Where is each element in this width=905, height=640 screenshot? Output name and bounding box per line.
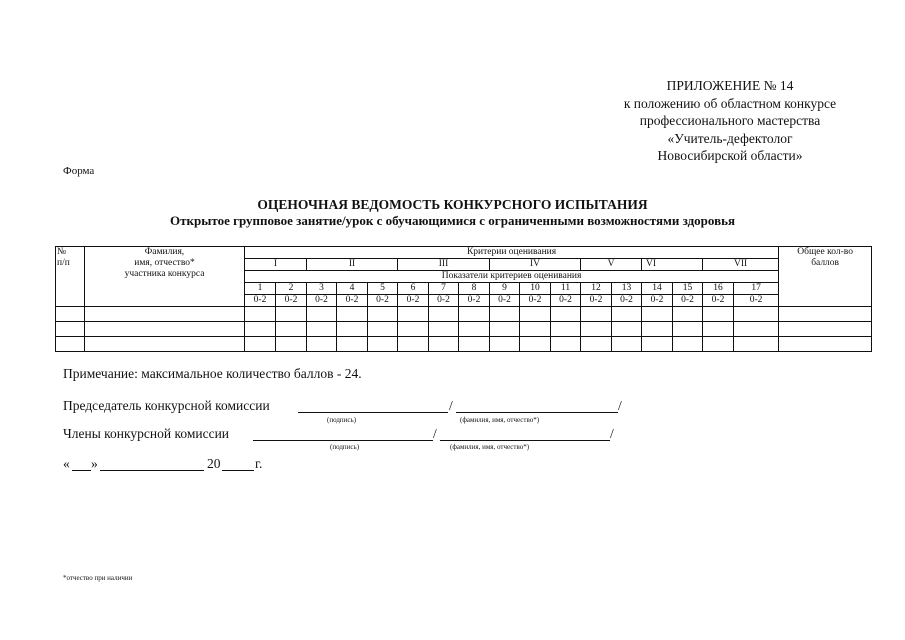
indicator-number-cell: 10 — [520, 283, 551, 295]
table-cell[interactable] — [429, 307, 459, 322]
table-cell[interactable] — [490, 307, 520, 322]
members-signature-caption: (подпись) — [330, 443, 360, 451]
table-cell[interactable] — [673, 307, 703, 322]
score-range-cell: 0-2 — [673, 295, 703, 307]
table-cell[interactable] — [642, 307, 673, 322]
date-year-line[interactable] — [222, 470, 254, 471]
col-total-line-1: Общее кол-во — [797, 247, 853, 257]
evaluation-table — [55, 246, 872, 352]
members-label: Члены конкурсной комиссии — [63, 426, 230, 441]
indicator-number-cell: 6 — [398, 283, 429, 295]
table-cell[interactable] — [612, 322, 642, 337]
table-cell[interactable] — [337, 322, 368, 337]
table-cell[interactable] — [520, 307, 551, 322]
indicator-number-cell: 11 — [551, 283, 581, 295]
indicator-number-cell: 7 — [429, 283, 459, 295]
table-cell[interactable] — [429, 337, 459, 352]
table-cell[interactable] — [245, 307, 276, 322]
appendix-line-2: к положению об областном конкурсе — [623, 95, 837, 111]
table-cell[interactable] — [398, 307, 429, 322]
table-cell[interactable] — [551, 307, 581, 322]
score-range-cell: 0-2 — [276, 295, 307, 307]
table-cell[interactable] — [612, 307, 642, 322]
table-cell[interactable] — [245, 337, 276, 352]
score-range-cell: 0-2 — [429, 295, 459, 307]
table-row — [56, 337, 872, 352]
col-number-line-1: № — [57, 247, 67, 257]
members-slash-2: / — [610, 426, 614, 441]
indicator-number-cell: 12 — [581, 283, 612, 295]
table-cell[interactable] — [734, 307, 779, 322]
table-cell[interactable] — [642, 322, 673, 337]
table-cell[interactable] — [779, 307, 872, 322]
indicator-number-cell: 5 — [368, 283, 398, 295]
indicator-number-cell: 2 — [276, 283, 307, 295]
appendix-line-5: Новосибирской области» — [657, 148, 803, 163]
table-cell[interactable] — [56, 322, 85, 337]
score-range-cell: 0-2 — [337, 295, 368, 307]
score-range-cell: 0-2 — [368, 295, 398, 307]
document-subtitle: Открытое групповое занятие/урок с обучающимися с ограниченными возможностями здоровья — [169, 213, 736, 228]
table-cell[interactable] — [581, 307, 612, 322]
document-title: ОЦЕНОЧНАЯ ВЕДОМОСТЬ КОНКУРСНОГО ИСПЫТАНИЯ — [257, 197, 648, 212]
chairman-name-caption: (фамилия, имя, отчество*) — [460, 416, 540, 424]
criteria-group: IV — [490, 259, 581, 271]
indicator-number-cell: 14 — [642, 283, 673, 295]
table-cell[interactable] — [490, 337, 520, 352]
members-slash-1: / — [433, 426, 437, 441]
indicator-number-cell: 8 — [459, 283, 490, 295]
table-cell[interactable] — [703, 337, 734, 352]
table-cell[interactable] — [85, 322, 245, 337]
score-range-cell: 0-2 — [490, 295, 520, 307]
score-range-cell: 0-2 — [612, 295, 642, 307]
chairman-signature-line[interactable] — [298, 412, 448, 413]
appendix-number: ПРИЛОЖЕНИЕ № 14 — [666, 78, 794, 93]
col-name-line-2: имя, отчество* — [134, 258, 195, 268]
indicator-number-cell: 17 — [734, 283, 779, 295]
appendix-line-4: «Учитель-дефектолог — [667, 130, 793, 146]
indicator-number-cell: 1 — [245, 283, 276, 295]
table-cell[interactable] — [85, 337, 245, 352]
col-number-line-2: п/п — [57, 258, 70, 268]
table-cell[interactable] — [368, 307, 398, 322]
col-name-header — [85, 247, 245, 307]
table-cell[interactable] — [429, 322, 459, 337]
indicator-number-cell: 15 — [673, 283, 703, 295]
date-close-quote: » — [91, 456, 98, 471]
table-cell[interactable] — [673, 322, 703, 337]
table-cell[interactable] — [459, 322, 490, 337]
date-day-line[interactable] — [72, 470, 91, 471]
score-range-cell: 0-2 — [307, 295, 337, 307]
criteria-group: V — [581, 259, 642, 271]
table-cell[interactable] — [520, 322, 551, 337]
col-name-line-1: Фамилия, — [144, 247, 185, 257]
date-year-prefix: 20 — [207, 456, 221, 471]
table-cell[interactable] — [337, 337, 368, 352]
date-year-suffix: г. — [255, 456, 263, 471]
table-cell[interactable] — [307, 322, 337, 337]
indicator-number-cell: 16 — [703, 283, 734, 295]
table-cell[interactable] — [398, 337, 429, 352]
table-cell[interactable] — [276, 307, 307, 322]
criteria-group: II — [307, 259, 398, 271]
table-cell[interactable] — [551, 322, 581, 337]
score-range-cell: 0-2 — [581, 295, 612, 307]
score-range-cell: 0-2 — [245, 295, 276, 307]
table-cell[interactable] — [276, 322, 307, 337]
score-range-cell: 0-2 — [520, 295, 551, 307]
table-cell[interactable] — [734, 322, 779, 337]
footnote: *отчество при наличии — [63, 574, 133, 582]
table-cell[interactable] — [459, 337, 490, 352]
criteria-group: VI — [642, 259, 703, 271]
chairman-label: Председатель конкурсной комиссии — [63, 398, 270, 413]
table-cell[interactable] — [368, 337, 398, 352]
note-max-score: Примечание: максимальное количество баллов - 24. — [63, 366, 362, 381]
chairman-slash-1: / — [449, 398, 453, 413]
indicator-number-cell: 13 — [612, 283, 642, 295]
table-cell[interactable] — [673, 337, 703, 352]
criteria-group: I — [245, 259, 307, 271]
members-name-caption: (фамилия, имя, отчество*) — [450, 443, 530, 451]
indicators-header: Показатели критериев оценивания — [245, 271, 779, 283]
score-range-cell: 0-2 — [642, 295, 673, 307]
date-month-line[interactable] — [100, 470, 204, 471]
col-total-line-2: баллов — [811, 258, 840, 268]
form-label: Форма — [63, 165, 95, 177]
document-title-block — [0, 196, 905, 229]
table-row — [56, 322, 872, 337]
table-cell[interactable] — [307, 307, 337, 322]
criteria-group: VII — [703, 259, 779, 271]
members-name-line[interactable] — [440, 440, 610, 441]
chairman-signature-caption: (подпись) — [327, 416, 357, 424]
table-cell[interactable] — [56, 307, 85, 322]
table-row — [56, 307, 872, 322]
col-total-header — [779, 247, 872, 307]
indicator-number-cell: 3 — [307, 283, 337, 295]
table-cell[interactable] — [520, 337, 551, 352]
score-range-cell: 0-2 — [459, 295, 490, 307]
appendix-header — [520, 77, 905, 165]
score-range-cell: 0-2 — [398, 295, 429, 307]
indicator-number-cell: 9 — [490, 283, 520, 295]
table-cell[interactable] — [612, 337, 642, 352]
col-number-header — [56, 247, 85, 307]
score-range-cell: 0-2 — [703, 295, 734, 307]
table-cell[interactable] — [779, 322, 872, 337]
table-cell[interactable] — [337, 307, 368, 322]
score-range-cell: 0-2 — [551, 295, 581, 307]
criteria-header: Критерии оценивания — [245, 247, 779, 259]
table-cell[interactable] — [56, 337, 85, 352]
indicator-number-cell: 4 — [337, 283, 368, 295]
chairman-slash-2: / — [618, 398, 622, 413]
table-cell[interactable] — [581, 337, 612, 352]
members-signature-line[interactable] — [253, 440, 433, 441]
table-cell[interactable] — [85, 307, 245, 322]
table-cell[interactable] — [779, 337, 872, 352]
table-cell[interactable] — [245, 322, 276, 337]
table-cell[interactable] — [459, 307, 490, 322]
table-cell[interactable] — [307, 337, 337, 352]
criteria-group: III — [398, 259, 490, 271]
table-cell[interactable] — [703, 307, 734, 322]
table-cell[interactable] — [368, 322, 398, 337]
date-open-quote: « — [63, 456, 70, 471]
table-cell[interactable] — [398, 322, 429, 337]
table-cell[interactable] — [642, 337, 673, 352]
table-cell[interactable] — [734, 337, 779, 352]
table-cell[interactable] — [581, 322, 612, 337]
chairman-name-line[interactable] — [456, 412, 618, 413]
appendix-line-3: профессионального мастерства — [639, 113, 821, 128]
table-cell[interactable] — [551, 337, 581, 352]
table-cell[interactable] — [490, 322, 520, 337]
score-range-cell: 0-2 — [734, 295, 779, 307]
col-name-line-3: участника конкурса — [124, 269, 205, 279]
table-cell[interactable] — [703, 322, 734, 337]
table-cell[interactable] — [276, 337, 307, 352]
